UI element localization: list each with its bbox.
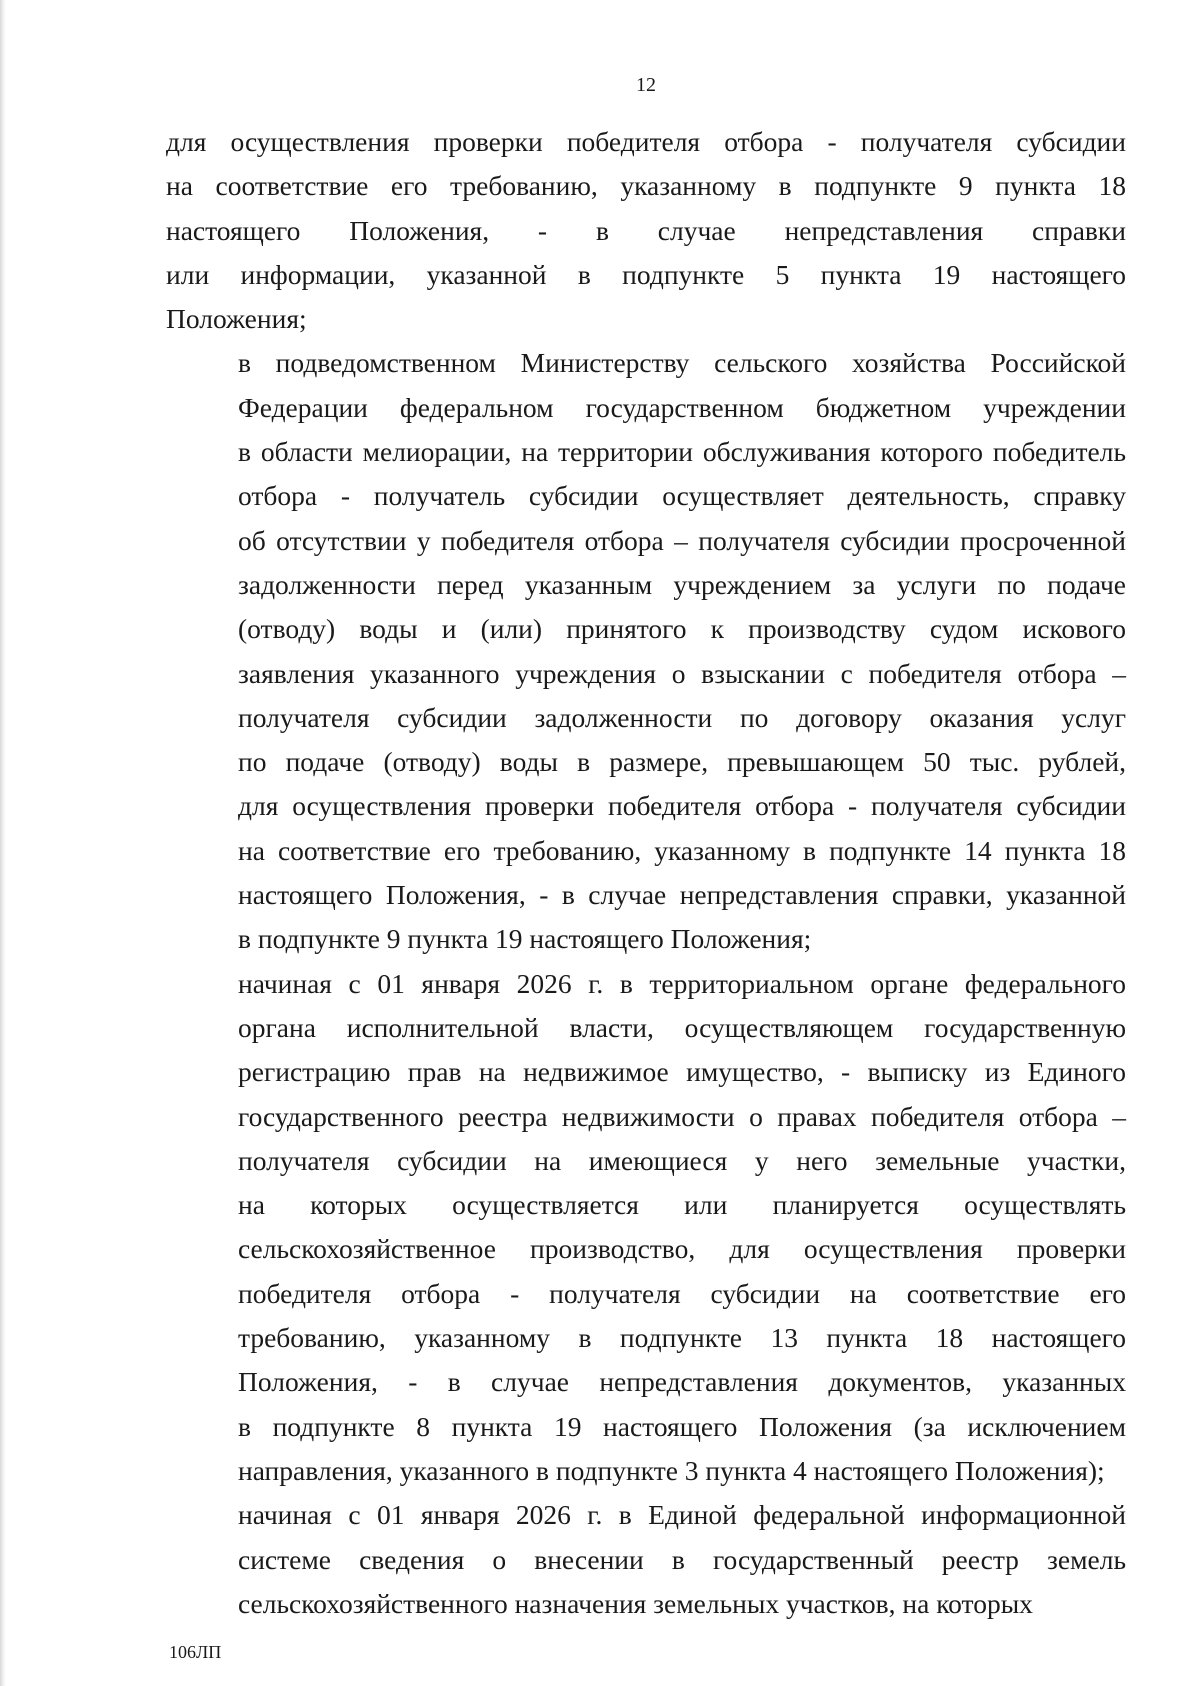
text-line: системе сведения о внесении в государственный реестр земель: [238, 1543, 1126, 1575]
text-line: получателя субсидии задолженности по договору оказания услуг: [238, 701, 1126, 733]
text-line: в подпункте 9 пункта 19 настоящего Положения;: [238, 923, 812, 955]
text-line: по подаче (отводу) воды в размере, превышающем 50 тыс. рублей,: [238, 746, 1126, 778]
text-line: направления, указанного в подпункте 3 пункта 4 настоящего Положения);: [238, 1454, 1105, 1486]
text-line: заявления указанного учреждения о взыскании с победителя отбора –: [238, 657, 1126, 689]
paragraph-p2: [166, 341, 1126, 961]
text-line: начиная с 01 января 2026 г. в территориальном органе федерального: [238, 967, 1126, 999]
text-line: государственного реестра недвижимости о правах победителя отбора –: [238, 1100, 1126, 1132]
text-line: сельскохозяйственное производство, для осуществления проверки: [238, 1233, 1126, 1265]
text-line: задолженности перед указанным учреждением за услуги по подаче: [238, 568, 1126, 600]
text-line: в подведомственном Министерству сельского хозяйства Российской: [238, 347, 1126, 379]
text-line: победителя отбора - получателя субсидии на соответствие его: [238, 1277, 1126, 1309]
text-line: регистрацию прав на недвижимое имущество, - выписку из Единого: [238, 1056, 1126, 1088]
text-line: получателя субсидии на имеющиеся у него земельные участки,: [238, 1144, 1126, 1176]
text-line: настоящего Положения, - в случае непредставления справки: [166, 214, 1126, 246]
text-line: Федерации федеральном государственном бюджетном учреждении: [238, 391, 1126, 423]
text-line: (отводу) воды и (или) принятого к производству судом искового: [238, 613, 1126, 645]
text-line: начиная с 01 января 2026 г. в Единой федеральной информационной: [238, 1499, 1126, 1531]
paragraph-p1: [166, 120, 1126, 341]
text-line: для осуществления проверки победителя отбора - получателя субсидии: [238, 790, 1126, 822]
text-line: для осуществления проверки победителя отбора - получателя субсидии: [166, 126, 1126, 157]
text-line: органа исполнительной власти, осуществляющем государственную: [238, 1011, 1126, 1043]
text-line: отбора - получатель субсидии осуществляет деятельность, справку: [238, 480, 1126, 512]
document-body: [166, 120, 1126, 1626]
paragraph-p3: [166, 962, 1126, 1494]
scan-edge: [0, 0, 6, 1686]
text-line: в подпункте 8 пункта 19 настоящего Положения (за исключением: [238, 1410, 1126, 1442]
text-line: в области мелиорации, на территории обслуживания которого победитель: [238, 436, 1126, 468]
text-line: об отсутствии у победителя отбора – получателя субсидии просроченной: [238, 524, 1126, 556]
text-line: настоящего Положения, - в случае непредставления справки, указанной: [238, 879, 1126, 911]
paragraph-p4: [166, 1493, 1126, 1626]
text-line: или информации, указанной в подпункте 5 пункта 19 настоящего: [166, 258, 1126, 290]
text-line: сельскохозяйственного назначения земельных участков, на которых: [238, 1587, 1033, 1619]
text-line: на соответствие его требованию, указанному в подпункте 14 пункта 18: [238, 834, 1126, 866]
text-line: требованию, указанному в подпункте 13 пункта 18 настоящего: [238, 1322, 1126, 1354]
footer-document-code: 106ЛП: [169, 1642, 222, 1662]
text-line: на которых осуществляется или планируется осуществлять: [238, 1189, 1126, 1221]
text-line: Положения;: [166, 303, 307, 335]
page-number: 12: [636, 74, 656, 96]
text-line: на соответствие его требованию, указанному в подпункте 9 пункта 18: [166, 170, 1126, 202]
text-line: Положения, - в случае непредставления документов, указанных: [238, 1366, 1126, 1398]
